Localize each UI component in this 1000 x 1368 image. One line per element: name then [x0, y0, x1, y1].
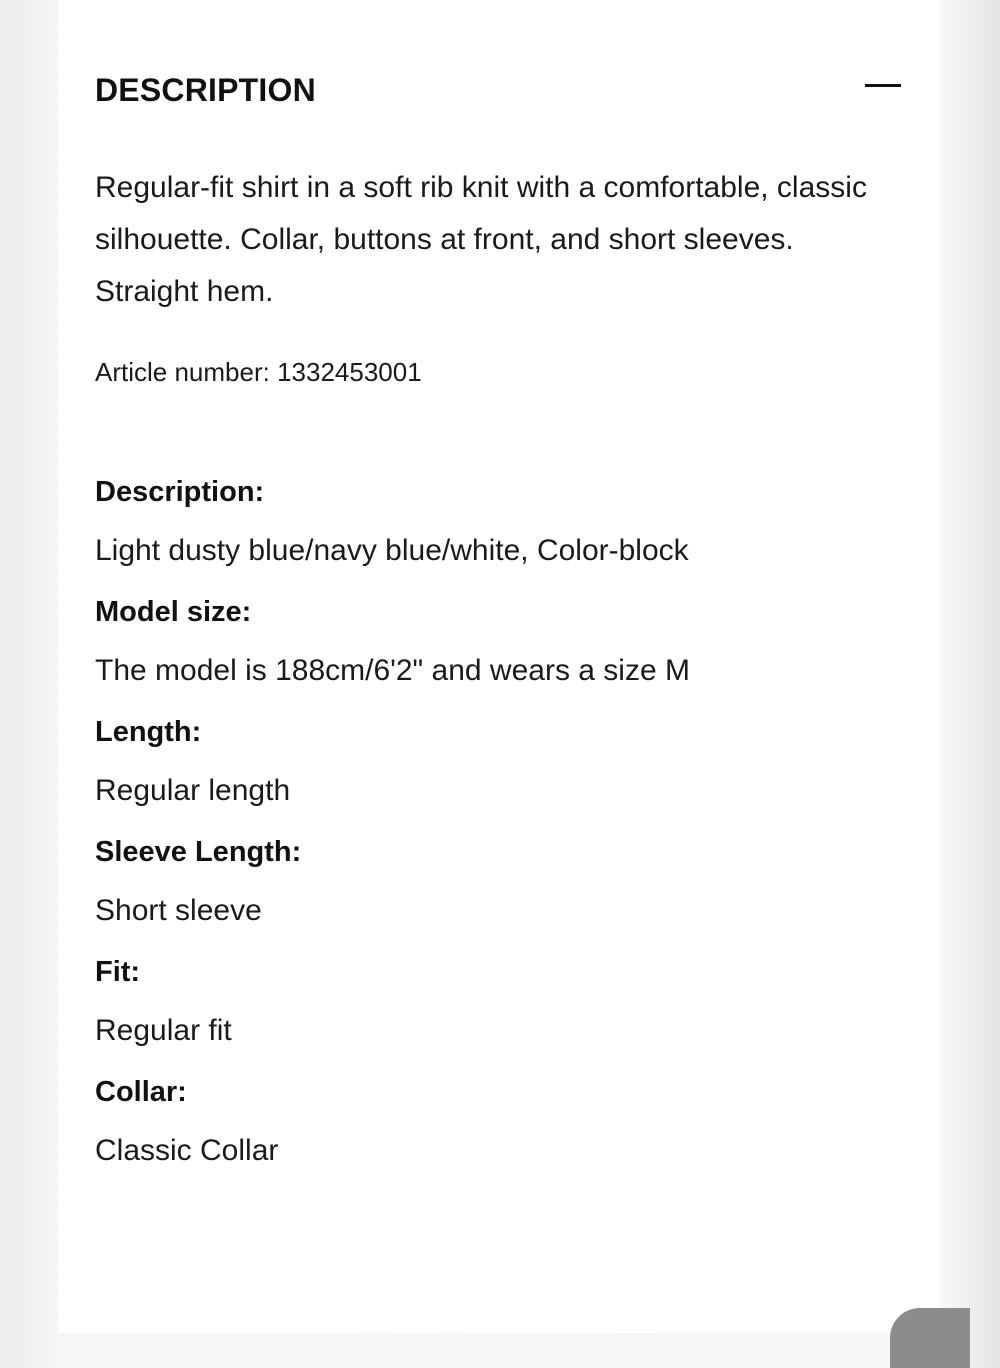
attribute-value: Classic Collar [95, 1134, 279, 1167]
attribute-value: Regular fit [95, 1014, 232, 1047]
article-number: Article number: 1332453001 [95, 357, 422, 387]
attribute-label: Model size: [95, 596, 252, 628]
minus-icon [865, 84, 901, 87]
attribute-value: The model is 188cm/6'2" and wears a size M [95, 654, 690, 687]
attribute-label: Collar: [95, 1076, 187, 1108]
attribute-value: Light dusty blue/navy blue/white, Color-block [95, 534, 689, 567]
section-title: DESCRIPTION [95, 72, 316, 108]
collapse-button[interactable] [863, 68, 903, 104]
attribute-fit [95, 954, 903, 1052]
attribute-label: Description: [95, 476, 265, 508]
attribute-collar [95, 1074, 903, 1172]
attribute-description [95, 474, 903, 572]
attribute-list [95, 474, 903, 1172]
attribute-label: Fit: [95, 956, 141, 988]
attribute-sleeve-length [95, 834, 903, 932]
product-description-panel [58, 0, 940, 1333]
attribute-value: Regular length [95, 774, 291, 807]
attribute-value: Short sleeve [95, 894, 262, 927]
attribute-label: Length: [95, 716, 202, 748]
attribute-model-size [95, 594, 903, 692]
attribute-label: Sleeve Length: [95, 836, 302, 868]
attribute-length [95, 714, 903, 812]
product-summary: Regular-fit shirt in a soft rib knit with a comfortable, classic silhouette. Collar, buttons at front, and short sleeves. Straight hem. [95, 171, 867, 308]
accordion-header[interactable] [95, 0, 903, 140]
floating-action-edge[interactable] [890, 1308, 970, 1368]
